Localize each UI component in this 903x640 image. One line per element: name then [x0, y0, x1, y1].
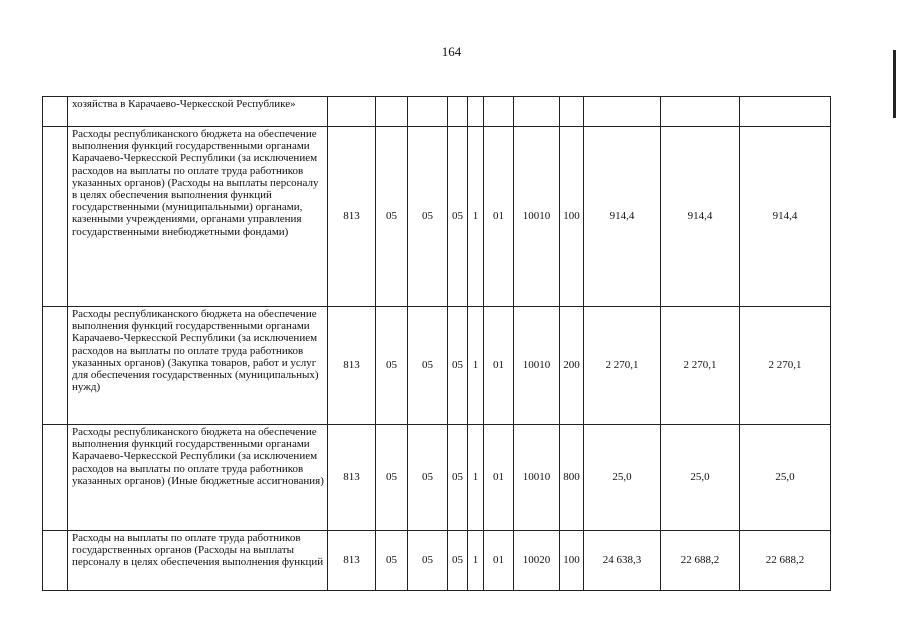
direction-cell: 10010 [514, 425, 560, 531]
page-number: 164 [441, 44, 462, 59]
main-activity-cell: 01 [484, 531, 514, 591]
program-cell: 05 [448, 127, 468, 307]
section-cell: 05 [376, 127, 408, 307]
table-row [43, 531, 831, 591]
main-activity-cell: 01 [484, 425, 514, 531]
section-cell: 05 [376, 307, 408, 425]
code-cell: 813 [328, 307, 376, 425]
amount-3-cell: 2 270,1 [740, 307, 831, 425]
direction-cell: 10010 [514, 307, 560, 425]
table-row [43, 425, 831, 531]
expense-type-cell: 100 [560, 531, 584, 591]
description-cell: Расходы на выплаты по оплате труда работников государственных органов (Расходы на выплаты персоналу в целях обеспечения выполнения функций [68, 531, 328, 591]
expense-type-cell [560, 97, 584, 127]
budget-table [42, 96, 831, 591]
expense-type-cell: 200 [560, 307, 584, 425]
table-row [43, 307, 831, 425]
subprogram-cell: 1 [468, 307, 484, 425]
section-cell: 05 [376, 531, 408, 591]
subsection-cell: 05 [408, 531, 448, 591]
code-cell: 813 [328, 425, 376, 531]
amount-3-cell: 22 688,2 [740, 531, 831, 591]
row-index-cell [43, 127, 68, 307]
table-row [43, 97, 831, 127]
subsection-cell [408, 97, 448, 127]
code-cell: 813 [328, 127, 376, 307]
amount-1-cell [584, 97, 661, 127]
main-activity-cell [484, 97, 514, 127]
program-cell: 05 [448, 425, 468, 531]
direction-cell [514, 97, 560, 127]
program-cell [448, 97, 468, 127]
description-cell: Расходы республиканского бюджета на обеспечение выполнения функций государственными органами Карачаево-Черкесской Республики (за исключением расходов на выплаты по оплате труда работников указанных органов) (Расходы на выплаты персоналу в целях обеспечения выполнения функций государственными (муниципальными) органами, казенными учреждениями, органами управления государственными внебюджетными фондами) [68, 127, 328, 307]
subsection-cell: 05 [408, 127, 448, 307]
row-index-cell [43, 425, 68, 531]
program-cell: 05 [448, 307, 468, 425]
row-index-cell [43, 97, 68, 127]
row-index-cell [43, 307, 68, 425]
amount-1-cell: 914,4 [584, 127, 661, 307]
amount-3-cell: 25,0 [740, 425, 831, 531]
section-cell [376, 97, 408, 127]
code-cell [328, 97, 376, 127]
row-index-cell [43, 531, 68, 591]
subprogram-cell: 1 [468, 127, 484, 307]
main-activity-cell: 01 [484, 307, 514, 425]
subsection-cell: 05 [408, 307, 448, 425]
description-cell: Расходы республиканского бюджета на обеспечение выполнения функций государственными органами Карачаево-Черкесской Республики (за исключением расходов на выплаты по оплате труда работников указанных органов) (Закупка товаров, работ и услуг для обеспечения государственных (муниципальных) нужд) [68, 307, 328, 425]
amount-2-cell: 914,4 [661, 127, 740, 307]
subprogram-cell: 1 [468, 531, 484, 591]
amount-2-cell: 25,0 [661, 425, 740, 531]
amount-2-cell [661, 97, 740, 127]
amount-3-cell [740, 97, 831, 127]
amount-1-cell: 25,0 [584, 425, 661, 531]
table-row [43, 127, 831, 307]
amount-2-cell: 22 688,2 [661, 531, 740, 591]
amount-1-cell: 24 638,3 [584, 531, 661, 591]
amount-1-cell: 2 270,1 [584, 307, 661, 425]
subprogram-cell: 1 [468, 425, 484, 531]
expense-type-cell: 800 [560, 425, 584, 531]
direction-cell: 10020 [514, 531, 560, 591]
description-cell: хозяйства в Карачаево-Черкесской Республике» [68, 97, 328, 127]
amount-3-cell: 914,4 [740, 127, 831, 307]
direction-cell: 10010 [514, 127, 560, 307]
scan-edge-mark [893, 50, 896, 118]
subsection-cell: 05 [408, 425, 448, 531]
program-cell: 05 [448, 531, 468, 591]
description-cell: Расходы республиканского бюджета на обеспечение выполнения функций государственными органами Карачаево-Черкесской Республики (за исключением расходов на выплаты по оплате труда работников указанных органов) (Иные бюджетные ассигнования) [68, 425, 328, 531]
section-cell: 05 [376, 425, 408, 531]
main-activity-cell: 01 [484, 127, 514, 307]
expense-type-cell: 100 [560, 127, 584, 307]
subprogram-cell [468, 97, 484, 127]
amount-2-cell: 2 270,1 [661, 307, 740, 425]
code-cell: 813 [328, 531, 376, 591]
